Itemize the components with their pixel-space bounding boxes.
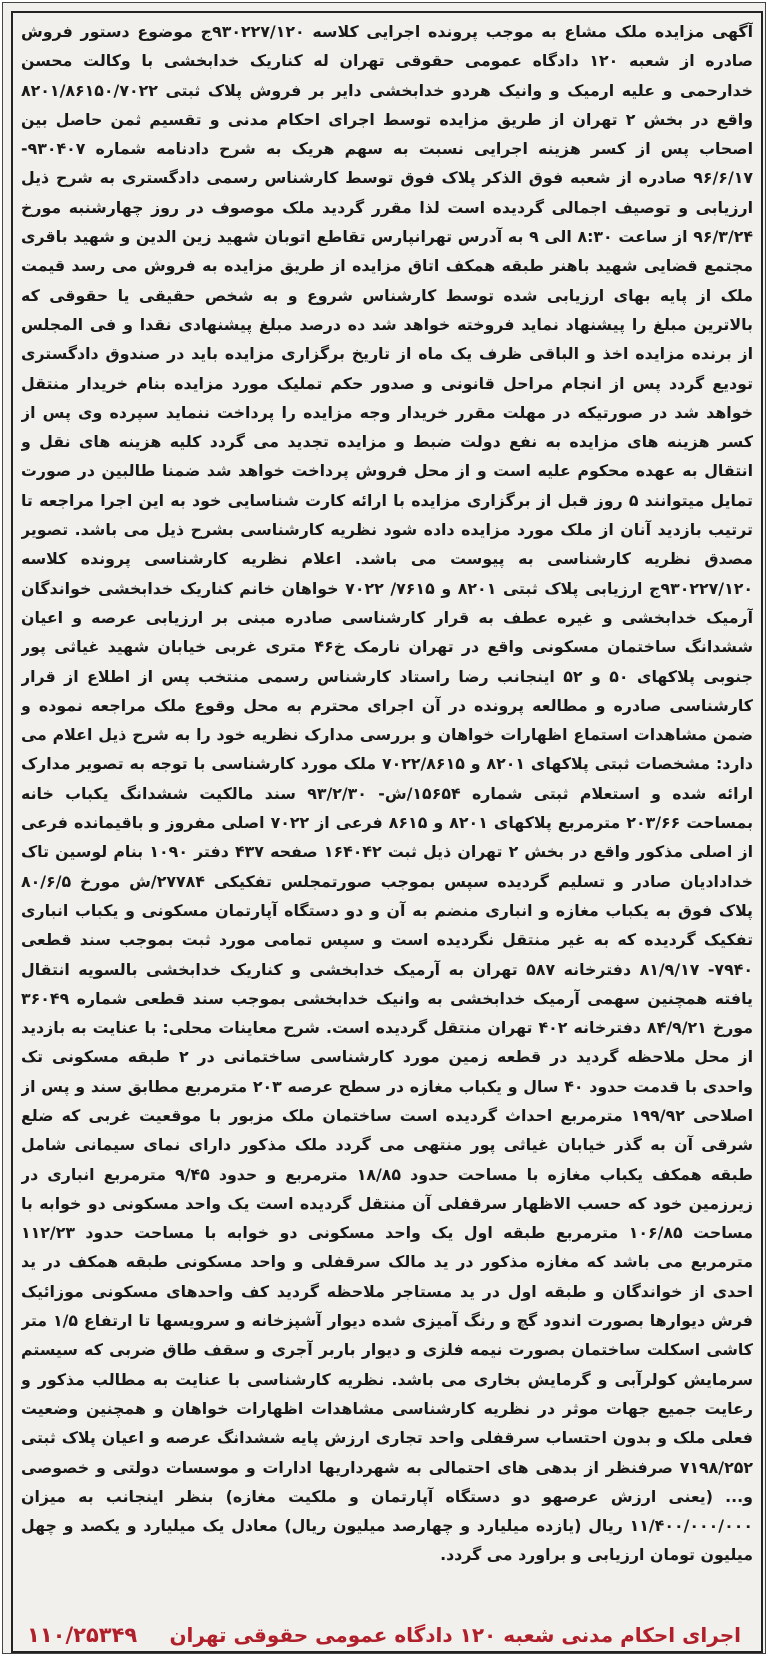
newspaper-clipping <box>2 2 766 1654</box>
notice-code: ۱۱۰/۲۵۳۴۹ <box>27 1623 138 1647</box>
notice-footer <box>27 1617 741 1653</box>
auction-notice-body: آگهی مزایده ملک مشاع به موجب پرونده اجرایی کلاسه ۹۳۰۲۲۷/۱۲۰ج موضوع دستور فروش صادره از شعبه ۱۲۰ دادگاه عمومی حقوقی تهران له کناریک خدابخشی با وکالت محسن خدارحمی و علیه ارمیک و وانیک هردو خدابخشی دایر بر فروش پلاک ثبتی ۸۲۰۱/۸۶۱۵۰/۷۰۲۲ واقع در بخش ۲ تهران از طریق مزایده توسط اجرای احکام مدنی و تقسیم ثمن حاصل بین اصحاب پس از کسر هزینه اجرایی نسبت به سهم هریک به شرح دادنامه شماره ۹۳۰۴۰۷- ۹۶/۶/۱۷ صادره از شعبه فوق الذکر پلاک فوق توسط کارشناس رسمی دادگستری به شرح ذیل ارزیابی و توصیف اجمالی گردیده است لذا مقرر گردید ملک موصوف در روز چهارشنبه مورخ ۹۶/۳/۲۴ از ساعت ۸:۳۰ الی ۹ به آدرس تهرانپارس تقاطع اتوبان شهید زین الدین و شهید باقری مجتمع قضایی شهید باهنر طبقه همکف اتاق مزایده از طریق مزایده به فروش می رسد قیمت ملک از پایه بهای ارزیابی شده توسط کارشناس شروع و به شخص حقیقی یا حقوقی که بالاترین مبلغ را پیشنهاد نماید فروخته خواهد شد ده درصد مبلغ پیشنهادی نقدا و فی المجلس از برنده مزایده اخذ و الباقی ظرف یک ماه از تاریخ برگزاری مزایده باید در صندوق دادگستری تودیع گردد پس از انجام مراحل قانونی و صدور حکم تملیک مورد مزایده بنام خریدار منتقل خواهد شد در صورتیکه در مهلت مقرر خریدار وجه مزایده را پرداخت ننماید سپرده وی پس از کسر هزینه های مزایده به نفع دولت ضبط و مزایده تجدید می گردد کلیه هزینه های نقل و انتقال به عهده محکوم علیه است و از محل فروش پرداخت خواهد شد ضمنا طالبین در صورت تمایل میتوانند ۵ روز قبل از برگزاری مزایده با ارائه کارت شناسایی خود به این اجرا مراجعه تا ترتیب بازدید آنان از ملک مورد مزایده داده شود نظریه کارشناسی بشرح ذیل می باشد. تصویر مصدق نظریه کارشناسی به پیوست می باشد. اعلام نظریه کارشناسی پرونده کلاسه ۹۳۰۲۲۷/۱۲۰ج ارزیابی پلاک ثبتی ۸۲۰۱ و ۷۶۱۵/ ۷۰۲۲ خواهان خانم کناریک خدابخشی خواندگان آرمیک خدابخشی و غیره عطف به قرار کارشناسی صادره مبنی بر ارزیابی عرصه و اعیان ششدانگ ساختمان مسکونی واقع در تهران نارمک خ۴۶ متری غربی خیابان شهید غیاثی پور جنوبی پلاکهای ۵۰ و ۵۲ اینجانب رضا راستاد کارشناس رسمی منتخب پس از اطلاع از قرار کارشناسی صادره و مطالعه پرونده در آن اجرای محترم به محل وقوع ملک مراجعه نموده و ضمن مشاهدات استماع اظهارات خواهان و بررسی مدارک نظریه خود را به شرح ذیل اعلام می دارد: مشخصات ثبتی پلاکهای ۸۲۰۱ و ۷۰۲۲/۸۶۱۵ ملک مورد کارشناسی با توجه به تصویر مدارک ارائه شده و استعلام ثبتی شماره ۱۵۶۵۴/ش- ۹۳/۲/۳۰ سند مالکیت ششدانگ یکباب خانه بمساحت ۲۰۳/۶۶ مترمربع پلاکهای ۸۲۰۱ و ۸۶۱۵ فرعی از ۷۰۲۲ اصلی مفروز و باقیمانده فرعی از اصلی مذکور واقع در بخش ۲ تهران ذیل ثبت ۱۶۴۰۴۲ صفحه ۴۳۷ دفتر ۱۰۹۰ بنام لوسین تاک خدادادیان صادر و تسلیم گردیده سپس بموجب صورتمجلس تفکیکی ۲۷۷۸۴/ش مورخ ۸۰/۶/۵ پلاک فوق به یکباب مغازه و انباری منضم به آن و دو دستگاه آپارتمان مسکونی و یکباب انباری تفکیک گردیده که به غیر منتقل نگردیده است و سپس تمامی مورد ثبت بموجب سند قطعی ۷۹۴۰- ۸۱/۹/۱۷ دفترخانه ۵۸۷ تهران به آرمیک خدابخشی و کناریک خدابخشی بالسویه انتقال یافته همچنین سهمی آرمیک خدابخشی به وانیک خدابخشی بموجب سند قطعی شماره ۳۶۰۴۹ مورخ ۸۴/۹/۲۱ دفترخانه ۴۰۲ تهران منتقل گردیده است. شرح معاینات محلی: با عنایت به بازدید از محل ملاحظه گردید در قطعه زمین مورد کارشناسی ساختمانی در ۲ طبقه مسکونی تک واحدی با قدمت حدود ۴۰ سال و یکباب مغازه در سطح عرصه ۲۰۳ مترمربع مطابق سند و پس از اصلاحی ۱۹۹/۹۲ مترمربع احداث گردیده است ساختمان ملک مزبور با موقعیت غربی که ضلع شرقی آن به گذر خیابان غیاثی پور منتهی می گردد ملک مذکور دارای نمای سیمانی شامل طبقه همکف یکباب مغازه با مساحت حدود ۱۸/۸۵ مترمربع و حدود ۹/۴۵ مترمربع انباری در زیرزمین خود که حسب الاظهار سرقفلی آن منتقل گردیده است یک واحد مسکونی دو خوابه با مساحت ۱۰۶/۸۵ مترمربع طبقه اول یک واحد مسکونی دو خوابه با مساحت حدود ۱۱۲/۲۳ مترمربع می باشد که مغازه مذکور در ید مالک سرقفلی و واحد مسکونی طبقه همکف در ید احدی از خواندگان و طبقه اول در ید مستاجر ملاحظه گردید کف واحدهای مسکونی موزائیک فرش دیوارها بصورت اندود گچ و رنگ آمیزی شده دیوار آشپزخانه و سرویسها تا ارتفاع ۱/۵ متر کاشی اسکلت ساختمان بصورت نیمه فلزی و دیوار باربر آجری و سقف طاق ضربی که سیستم سرمایش کولرآبی و گرمایش بخاری می باشد. نظریه کارشناسی با عنایت به مطالب مذکور و رعایت جمیع جهات موثر در نظریه کارشناسی مشاهدات اظهارات خواهان و همچنین وضعیت فعلی ملک و بدون احتساب سرقفلی واحد تجاری ارزش پایه ششدانگ عرصه و اعیان پلاک ثبتی ۷۱۹۸/۲۵۲ صرفنظر از بدهی های احتمالی به شهرداریها ادارات و موسسات دولتی و خصوصی و... (یعنی ارزش عرصهو دو دستگاه آپارتمان و ملکیت مغازه) بنظر اینجانب به میزان ۱۱/۴۰۰/۰۰۰/۰۰۰ ریال (یازده میلیارد و چهارصد میلیون ریال) معادل یک میلیارد و یکصد و چهل میلیون تومان ارزیابی و براورد می گردد. <box>21 22 753 1565</box>
issuer-signature: اجرای احکام مدنی شعبه ۱۲۰ دادگاه عمومی حقوقی تهران <box>169 1623 741 1647</box>
